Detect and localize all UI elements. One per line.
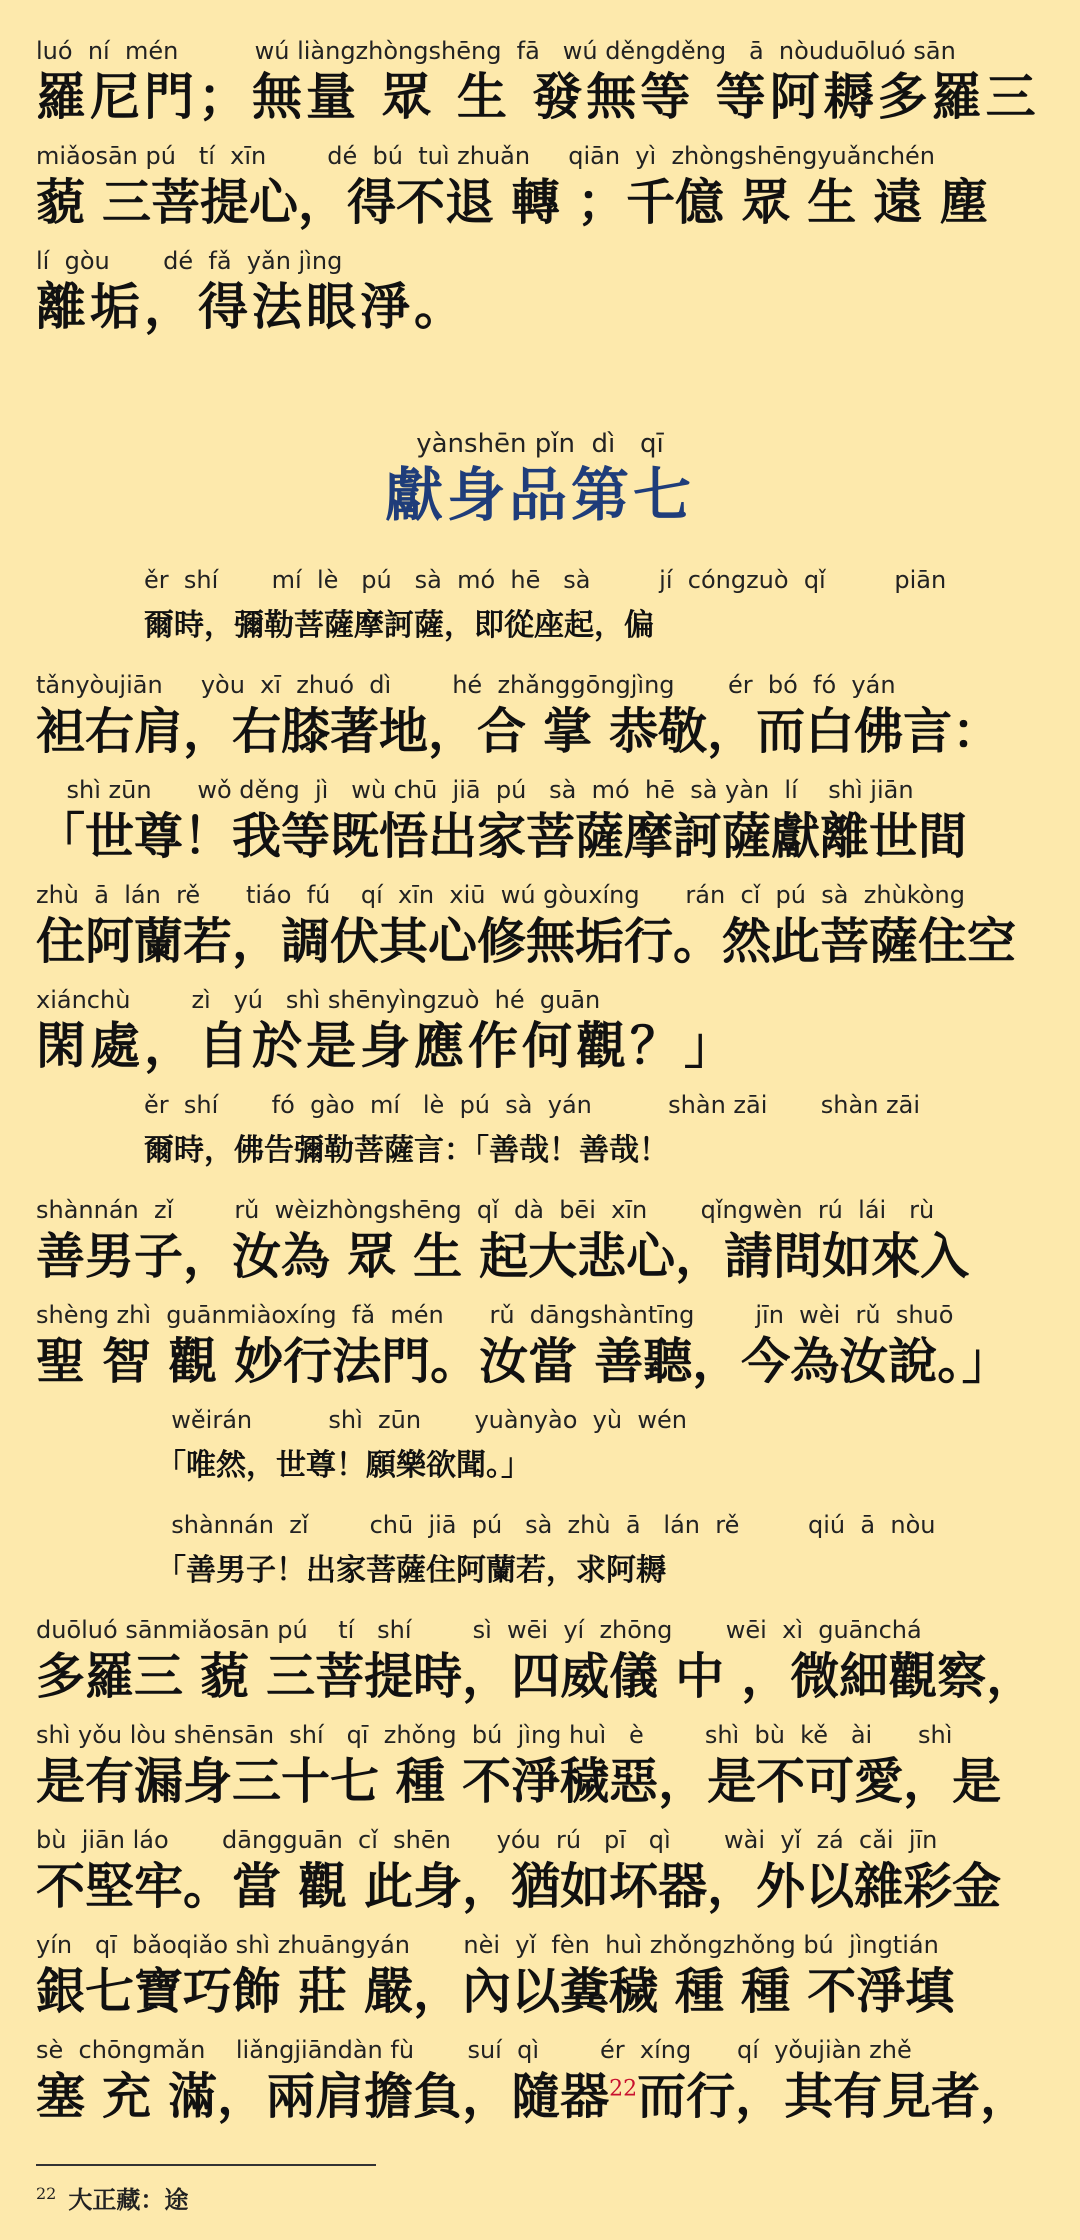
- hanzi-line: 離垢，得法眼淨。: [36, 277, 468, 336]
- text-line-9: [36, 1090, 1044, 1195]
- text-line-1: [36, 36, 1044, 141]
- text-line-12: [36, 1405, 1044, 1510]
- pinyin-line: shèng zhì guānmiàoxíng fǎ mén rǔ dāngshàntīng jīn wèi rǔ shuō: [36, 1301, 954, 1329]
- hanzi-line: 「世尊！我等既悟出家菩薩摩訶薩獻離世間: [36, 807, 968, 865]
- hanzi-line: 藐 三菩提心，得不退 轉 ；千億 眾 生 遠 塵: [36, 173, 989, 231]
- pinyin-line: lí gòu dé fǎ yǎn jìng: [36, 247, 343, 275]
- text-line-16: [36, 1825, 1044, 1930]
- footnote-text: 大正藏：途: [68, 2185, 189, 2214]
- text-line-5: [36, 670, 1044, 775]
- hanzi-line: 聖 智 觀 妙行法門。汝當 善聽，今為汝說。」: [36, 1332, 1011, 1390]
- pinyin-line: shànnán zǐ chū jiā pú sà zhù ā lán rě qiú ā nòu: [156, 1511, 936, 1539]
- text-line-7: [36, 880, 1044, 985]
- text-line-4: [36, 565, 1044, 670]
- text-line-8: [36, 985, 1044, 1090]
- hanzi-line-with-footnote: [36, 2065, 1044, 2127]
- pinyin-line: zhù ā lán rě tiáo fú qí xīn xiū wú gòuxíng rán cǐ pú sà zhùkòng: [36, 881, 965, 909]
- text-line-17: [36, 1930, 1044, 2035]
- pinyin-line: shì zūn wǒ děng jì wù chū jiā pú sà mó hē sà yàn lí shì jiān: [36, 776, 914, 804]
- hanzi-line: 羅尼門；無量 眾 生 發無等 等阿耨多羅三: [36, 67, 1040, 126]
- hanzi-line: 善男子，汝為 眾 生 起大悲心，請問如來入: [36, 1227, 970, 1285]
- pinyin-line: duōluó sānmiǎosān pú tí shí sì wēi yí zhōng wēi xì guānchá: [36, 1616, 922, 1644]
- text-line-15: [36, 1720, 1044, 1825]
- footnote-divider: [36, 2164, 376, 2166]
- text-line-3: [36, 246, 1044, 351]
- hanzi-line: 不堅牢。當 觀 此身，猶如坏器，外以雜彩金: [36, 1857, 1002, 1915]
- hanzi-segment-tail: 而行，其有見者，: [637, 2067, 1030, 2125]
- text-line-6: [36, 775, 1044, 880]
- footnote: [36, 2174, 188, 2220]
- hanzi-line: 閑處，自於是身應作何觀？」: [36, 1016, 738, 1075]
- text-line-11: [36, 1300, 1044, 1405]
- hanzi-line: 是有漏身三十七 種 不淨穢惡，是不可愛，是: [36, 1752, 1002, 1810]
- hanzi-line: 銀七寶巧飾 莊 嚴，內以糞穢 種 種 不淨填: [36, 1962, 955, 2020]
- footnote-marker[interactable]: 22: [609, 2076, 638, 2102]
- pinyin-line: shànnán zǐ rǔ wèizhòngshēng qǐ dà bēi xīn qǐngwèn rú lái rù: [36, 1196, 935, 1224]
- pinyin-line: ěr shí fó gào mí lè pú sà yán shàn zāi shàn zāi: [144, 1091, 921, 1119]
- pinyin-line: yín qī bǎoqiǎo shì zhuāngyán nèi yǐ fèn huì zhǒngzhǒng bú jìngtián: [36, 1931, 939, 1959]
- hanzi-line: 袒右肩，右膝著地，合 掌 恭敬，而白佛言：: [36, 702, 1002, 760]
- text-line-10: [36, 1195, 1044, 1300]
- text-line-18: [36, 2035, 1044, 2140]
- pinyin-line: miǎosān pú tí xīn dé bú tuì zhuǎn qiān yì zhòngshēngyuǎnchén: [36, 142, 936, 170]
- hanzi-line: 爾時，彌勒菩薩摩訶薩，即從座起，偏: [144, 608, 654, 643]
- hanzi-line: 「唯然，世尊！願樂欲聞。」: [156, 1448, 531, 1483]
- footnote-number: 22: [36, 2184, 57, 2203]
- hanzi-line: 「善男子！出家菩薩住阿蘭若，求阿耨: [156, 1553, 666, 1588]
- text-line-14: [36, 1615, 1044, 1720]
- hanzi-segment: 塞 充 滿，兩肩擔負，隨器: [36, 2067, 610, 2125]
- pinyin-line: luó ní mén wú liàngzhòngshēng fā wú děngděng ā nòuduōluó sān: [36, 37, 956, 65]
- hanzi-line: 多羅三 藐 三菩提時，四威儀 中 ，微細觀察，: [36, 1647, 1036, 1705]
- pinyin-line: bù jiān láo dāngguān cǐ shēn yóu rú pī qì wài yǐ zá cǎi jīn: [36, 1826, 938, 1854]
- pinyin-line: ěr shí mí lè pú sà mó hē sà jí cóngzuò qǐ piān: [144, 566, 947, 594]
- pinyin-line: sè chōngmǎn liǎngjiāndàn fù suí qì ér xíng qí yǒujiàn zhě: [36, 2036, 912, 2064]
- hanzi-line: 爾時，佛告彌勒菩薩言：「善哉！善哉！: [144, 1133, 669, 1168]
- pinyin-line: tǎnyòujiān yòu xī zhuó dì hé zhǎnggōngjìng ér bó fó yán: [36, 671, 896, 699]
- pinyin-line: xiánchù zì yú shì shēnyìngzuò hé guān: [36, 986, 601, 1014]
- chapter-title: 獻身品第七: [384, 461, 695, 529]
- text-line-13: [36, 1510, 1044, 1615]
- text-line-2: [36, 141, 1044, 246]
- pinyin-line: wěirán shì zūn yuànyào yù wén: [156, 1406, 687, 1434]
- chapter-pinyin: yànshēn pǐn dì qī: [416, 429, 664, 459]
- pinyin-line: shì yǒu lòu shēnsān shí qī zhǒng bú jìng huì è shì bù kě ài shì: [36, 1721, 953, 1749]
- hanzi-line: 住阿蘭若，調伏其心修無垢行。然此菩薩住空: [36, 912, 1017, 970]
- chapter-heading: [0, 428, 1080, 530]
